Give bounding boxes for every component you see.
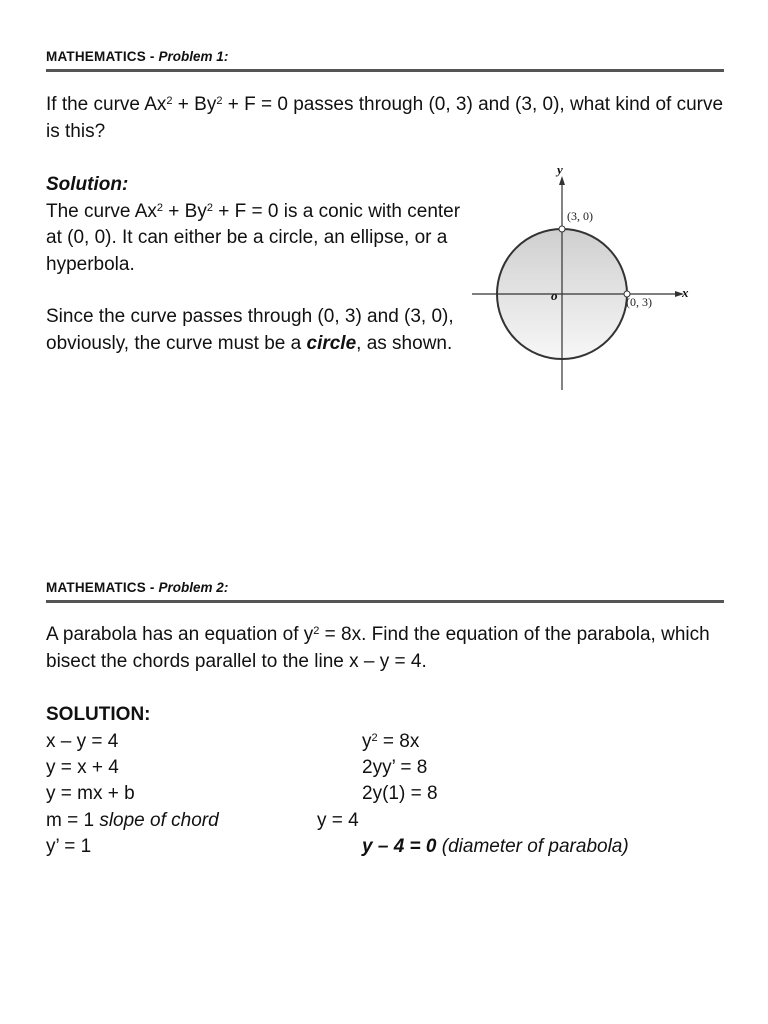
right-line-1: $y^2 = 8x$ (362, 731, 420, 752)
solution-label: Solution: (46, 174, 129, 195)
header-subject: MATHEMATICS - (46, 580, 159, 595)
mid-line-4: y = 4 (317, 810, 359, 831)
right-line-2: 2yy’ = 8 (362, 757, 428, 778)
left-line-4: m = 1 slope of chord (46, 810, 219, 831)
x-axis-label: x (682, 285, 689, 300)
header-rule (46, 69, 724, 72)
y-axis-label: y (557, 162, 563, 177)
problem-1-header (46, 49, 724, 65)
left-line-5: y’ = 1 (46, 836, 92, 857)
top-point (559, 226, 565, 232)
origin-label: o (551, 288, 558, 303)
right-point-label: (0, 3) (626, 295, 652, 309)
solution-label: SOLUTION: (46, 704, 151, 725)
left-line-3: y = mx + b (46, 783, 135, 804)
y-axis-arrow (559, 176, 565, 185)
right-line-5: y – 4 = 0 (diameter of parabola) (362, 836, 629, 857)
header-rule (46, 600, 724, 603)
problem-1-solution (46, 172, 466, 357)
solution-paragraph-1: The curve $Ax^2 + By^2 + F = 0$ is a conic with center at (0, 0). It can either be a circle, an ellipse, or a hyperbola. (46, 200, 461, 275)
problem-2-header (46, 580, 724, 596)
right-line-3: 2y(1) = 8 (362, 783, 438, 804)
left-line-1: x – y = 4 (46, 731, 119, 752)
header-problem: Problem 1: (158, 49, 229, 64)
header-problem: Problem 2: (158, 580, 229, 595)
problem-1-question: If the curve $Ax^2 + By^2 + F = 0$ passes through (0, 3) and (3, 0), what kind of curve is this? (46, 94, 724, 142)
top-point-label: (3, 0) (567, 209, 593, 223)
solution-paragraph-2: Since the curve passes through (0, 3) and (3, 0), obviously, the curve must be a circle, as shown. (46, 306, 454, 354)
circle-figure (470, 160, 700, 395)
problem-2-question: A parabola has an equation of $y^2 = 8x$. Find the equation of the parabola, which bisect the chords parallel to the line x – y = 4. (46, 624, 710, 672)
header-subject: MATHEMATICS - (46, 49, 159, 64)
left-line-2: y = x + 4 (46, 757, 119, 778)
